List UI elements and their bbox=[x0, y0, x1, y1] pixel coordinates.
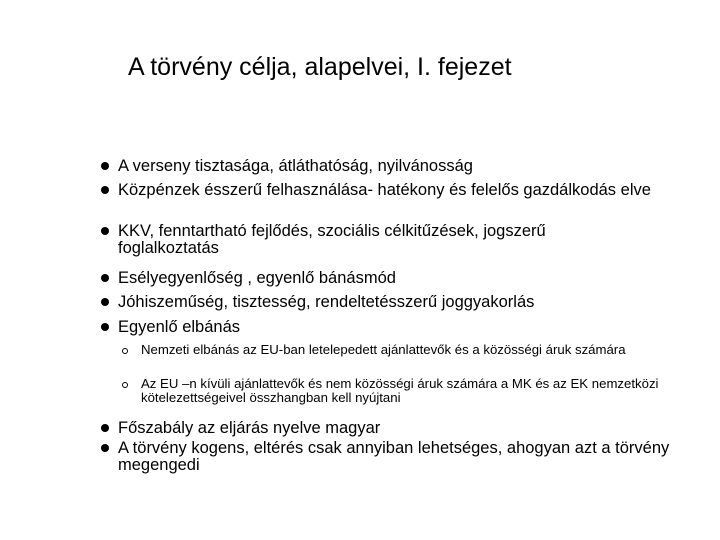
list-item: Egyenlő elbánás bbox=[118, 318, 241, 336]
bullet-dot-icon bbox=[101, 274, 109, 282]
list-item: Főszabály az eljárás nyelve magyar bbox=[118, 419, 381, 437]
list-item: Közpénzek ésszerű felhasználása- hatékony és felelős gazdálkodás elve bbox=[118, 181, 651, 199]
list-item: Esélyegyenlőség , egyenlő bánásmód bbox=[118, 269, 396, 287]
bullet-dot-icon bbox=[101, 298, 109, 306]
bullet-dot-icon bbox=[101, 186, 109, 194]
list-item: Jóhiszeműség, tisztesség, rendeltetésszerű joggyakorlás bbox=[118, 293, 535, 311]
list-item: A verseny tisztasága, átláthatóság, nyilvánosság bbox=[118, 157, 473, 175]
list-item: A törvény kogens, eltérés csak annyiban lehetséges, ahogyan azt a törvény megengedi bbox=[118, 439, 670, 474]
sub-list-item: Az EU –n kívüli ajánlattevők és nem közösségi áruk számára a MK és az EK nemzetközi kötelezettségeivel összhangban kell nyújtani bbox=[141, 376, 659, 405]
sub-bullet-ring-icon bbox=[122, 348, 128, 354]
sub-bullet-ring-icon bbox=[122, 382, 128, 388]
bullet-dot-icon bbox=[101, 162, 109, 170]
bullet-dot-icon bbox=[101, 444, 109, 452]
bullet-dot-icon bbox=[101, 323, 109, 331]
slide-title: A törvény célja, alapelvei, I. fejezet bbox=[128, 53, 512, 81]
sub-list-item: Nemzeti elbánás az EU-ban letelepedett ajánlattevők és a közösségi áruk számára bbox=[141, 342, 626, 357]
bullet-dot-icon bbox=[101, 227, 109, 235]
list-item: KKV, fenntartható fejlődés, szociális célkitűzések, jogszerű foglalkoztatás bbox=[118, 222, 546, 257]
bullet-dot-icon bbox=[101, 424, 109, 432]
